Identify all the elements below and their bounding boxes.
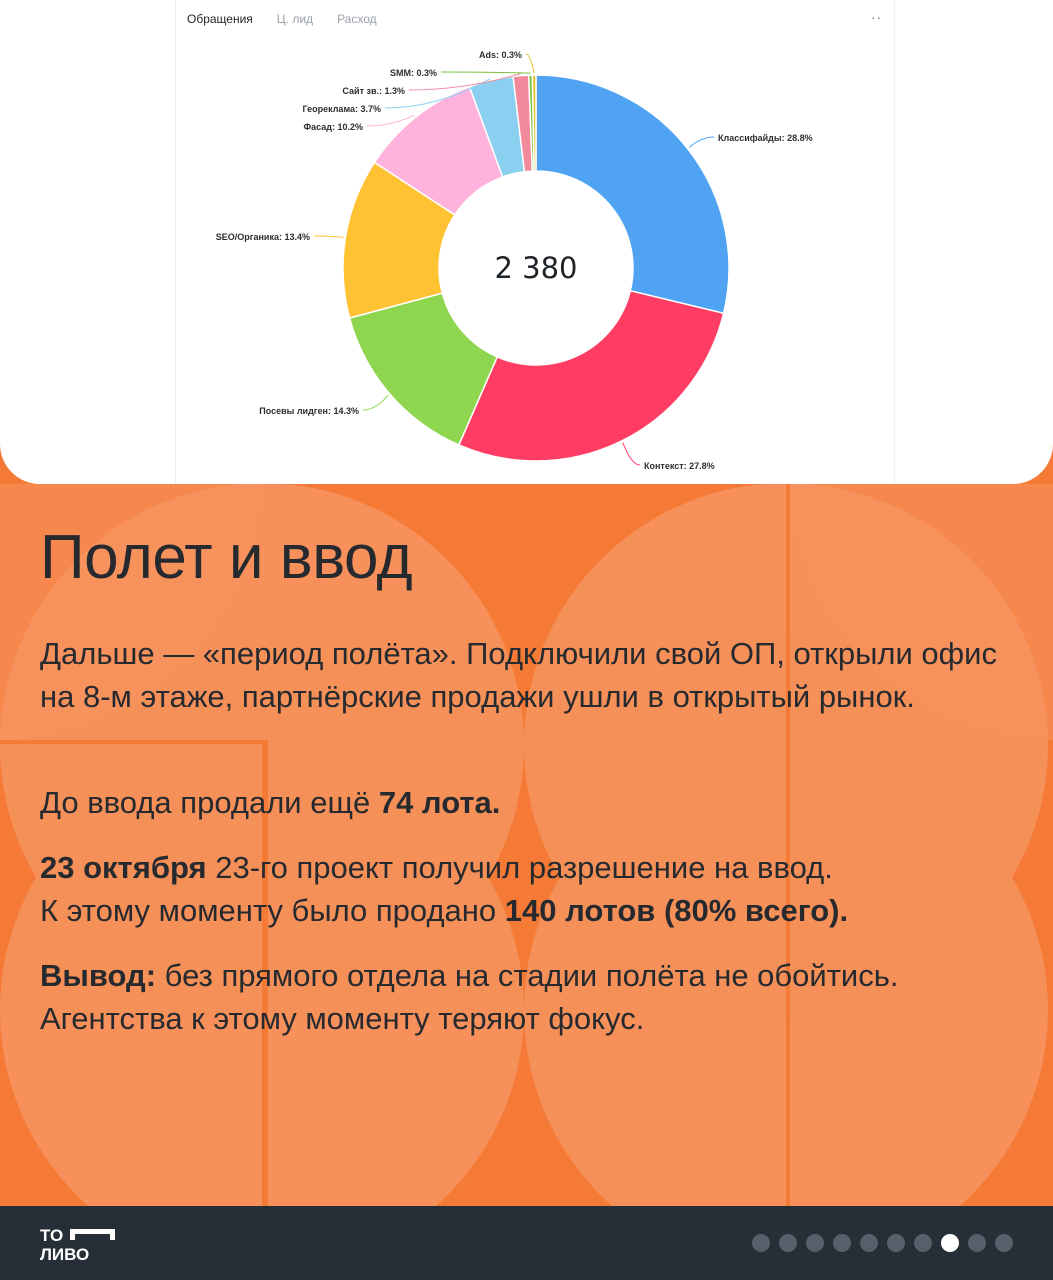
text: 23-го проект получил разрешение на ввод.	[206, 850, 833, 885]
tab-target-lead[interactable]: Ц. лид	[276, 12, 314, 26]
pagination-dot[interactable]	[995, 1234, 1013, 1252]
slice-label: Посевы лидген: 14.3%	[259, 406, 359, 416]
leader-line	[689, 137, 714, 147]
leader-line	[623, 443, 640, 465]
slice-label: SMM: 0.3%	[389, 68, 437, 78]
slice-label: Ads: 0.3%	[478, 50, 522, 60]
bold-text: 140 лотов (80% всего).	[504, 893, 849, 928]
logo-bottom-text: ЛИВО	[40, 1245, 90, 1262]
tab-spend[interactable]: Расход	[337, 12, 377, 26]
bold-label: Вывод:	[40, 958, 157, 993]
paragraph-conclusion	[40, 954, 899, 1040]
slice-label: Сайт зв.: 1.3%	[342, 86, 405, 96]
slice-label: Фасад: 10.2%	[303, 122, 363, 132]
leader-line	[363, 395, 388, 410]
brand-logo	[40, 1226, 116, 1262]
pagination-dot[interactable]	[968, 1234, 986, 1252]
pagination-dots	[752, 1234, 1013, 1252]
text: без прямого отдела на стадии полёта не обойтись.	[156, 958, 899, 993]
pagination-dot[interactable]	[914, 1234, 932, 1252]
paragraph-flight-period: Дальше — «период полёта». Подключили свой ОП, открыли офис на 8-м этаже, партнёрские продажи ушли в открытый рынок.	[40, 636, 997, 714]
pagination-dot[interactable]	[833, 1234, 851, 1252]
page-title: Полет и ввод	[40, 523, 413, 592]
more-options-icon[interactable]: ··	[871, 9, 883, 25]
slice-label: SEO/Органика: 13.4%	[215, 232, 310, 242]
donut-chart	[0, 0, 1053, 484]
pagination-dot[interactable]	[752, 1234, 770, 1252]
pagination-dot[interactable]	[941, 1234, 959, 1252]
leader-line	[441, 72, 530, 73]
leader-line	[526, 54, 534, 73]
paragraph-permit	[40, 846, 848, 932]
pie-slice[interactable]	[459, 291, 724, 461]
leader-line	[314, 236, 343, 237]
pagination-dot[interactable]	[806, 1234, 824, 1252]
text: Агентства к этому моменту теряют фокус.	[40, 1001, 645, 1036]
text: К этому моменту было продано	[40, 893, 505, 928]
donut-center-total: 2 380	[494, 251, 578, 285]
slice-label: Классифайды: 28.8%	[718, 133, 813, 143]
logo-top-text: ТО	[40, 1226, 64, 1245]
text: До ввода продали ещё	[40, 785, 379, 820]
pagination-dot[interactable]	[860, 1234, 878, 1252]
slice-label: Контекст: 27.8%	[644, 461, 715, 471]
slice-label: Геореклама: 3.7%	[302, 104, 381, 114]
pagination-dot[interactable]	[779, 1234, 797, 1252]
bold-date: 23 октября	[40, 850, 207, 885]
pagination-dot[interactable]	[887, 1234, 905, 1252]
paragraph-sales-before-launch	[40, 781, 500, 824]
tab-requests[interactable]: Обращения	[187, 12, 253, 26]
chart-card	[0, 0, 1053, 484]
bold-text: 74 лота.	[378, 785, 501, 820]
footer-bar	[0, 1206, 1053, 1280]
